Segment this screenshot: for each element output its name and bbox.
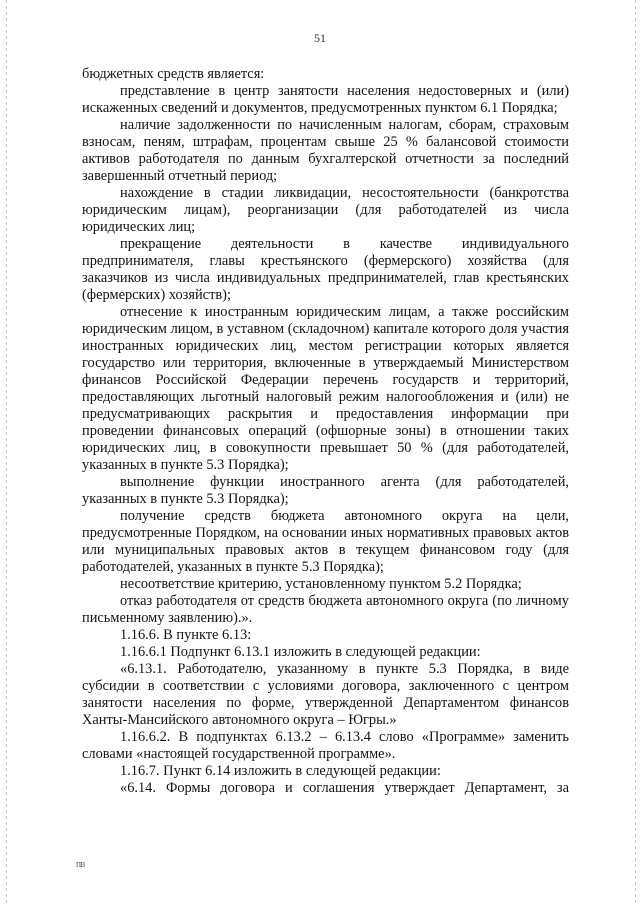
document-body <box>82 66 569 797</box>
paragraph-termination: прекращение деятельности в качестве индивидуального предпринимателя, главы крестьянского (фермерского) хозяйства (для заказчиков из числа индивидуальных предпринимателей, глав крестьянских (фермерских) хозяйств); <box>82 236 569 303</box>
clause-6-14-text: «6.14. Формы договора и соглашения утверждает Департамент, за <box>120 780 569 796</box>
paragraph-intro: бюджетных средств является: <box>82 66 265 82</box>
clause-6-13-1-text: «6.13.1. Работодателю, указанному в пункте 5.3 Порядка, в виде субсидии в соответствии с условиями договора, заключенного с центром занятости населения по форме, утвержденной Департаментом финансов Ханты-Мансийского автономного округа – Югры.» <box>82 661 569 728</box>
paragraph-refusal: отказ работодателя от средств бюджета автономного округа (по личному письменному заявлению).». <box>82 593 569 626</box>
paragraph-foreign-entities: отнесение к иностранным юридическим лицам, а также российским юридическим лицом, в уставном (складочном) капитале которого доля участия иностранных юридических лиц, местом регистрации которых является государство или территория, включенные в утверждаемый Министерством финансов Российской Федерации перечень государств и территорий, предоставляющих льготный налоговый режим налогообложения и (или) не предусматривающих раскрытия и предоставления информации при проведении финансовых операций (офшорные зоны) в отношении таких юридических лиц, в совокупности превышает 50 % (для работодателей, указанных в пункте 5.3 Порядка); <box>82 304 569 473</box>
paragraph-liquidation: нахождение в стадии ликвидации, несостоятельности (банкротства юридическим лицам), реорганизации (для работодателей из числа юридических лиц; <box>82 185 569 235</box>
footer-mark: ПВ <box>76 861 85 869</box>
clause-1-16-6-2: 1.16.6.2. В подпунктах 6.13.2 – 6.13.4 слово «Программе» заменить словами «настоящей государственной программе». <box>82 729 569 762</box>
paragraph-false-documents: представление в центр занятости населения недостоверных и (или) искаженных сведений и документов, предусмотренных пунктом 6.1 Порядка; <box>82 83 569 116</box>
page-scan-edge-right <box>635 0 636 905</box>
page-number: 51 <box>314 31 326 45</box>
paragraph-tax-debt: наличие задолженности по начисленным налогам, сборам, страховым взносам, пеням, штрафам, процентам свыше 25 % балансовой стоимости активов работодателя по данным бухгалтерской отчетности за последний завершенный отчетный период; <box>82 117 569 184</box>
page-scan-edge-left <box>6 0 7 905</box>
paragraph-criterion: несоответствие критерию, установленному пунктом 5.2 Порядка; <box>120 576 522 592</box>
clause-1-16-6: 1.16.6. В пункте 6.13: <box>120 627 252 643</box>
paragraph-budget-funds: получение средств бюджета автономного округа на цели, предусмотренные Порядком, на основании иных нормативных правовых актов или муниципальных правовых актов в текущем финансовом году (для работодателей, указанных в пункте 5.3 Порядка); <box>82 508 569 575</box>
clause-1-16-6-1: 1.16.6.1 Подпункт 6.13.1 изложить в следующей редакции: <box>120 644 481 660</box>
clause-1-16-7: 1.16.7. Пункт 6.14 изложить в следующей редакции: <box>120 763 441 779</box>
paragraph-foreign-agent: выполнение функции иностранного агента (для работодателей, указанных в пункте 5.3 Порядка); <box>82 474 569 507</box>
